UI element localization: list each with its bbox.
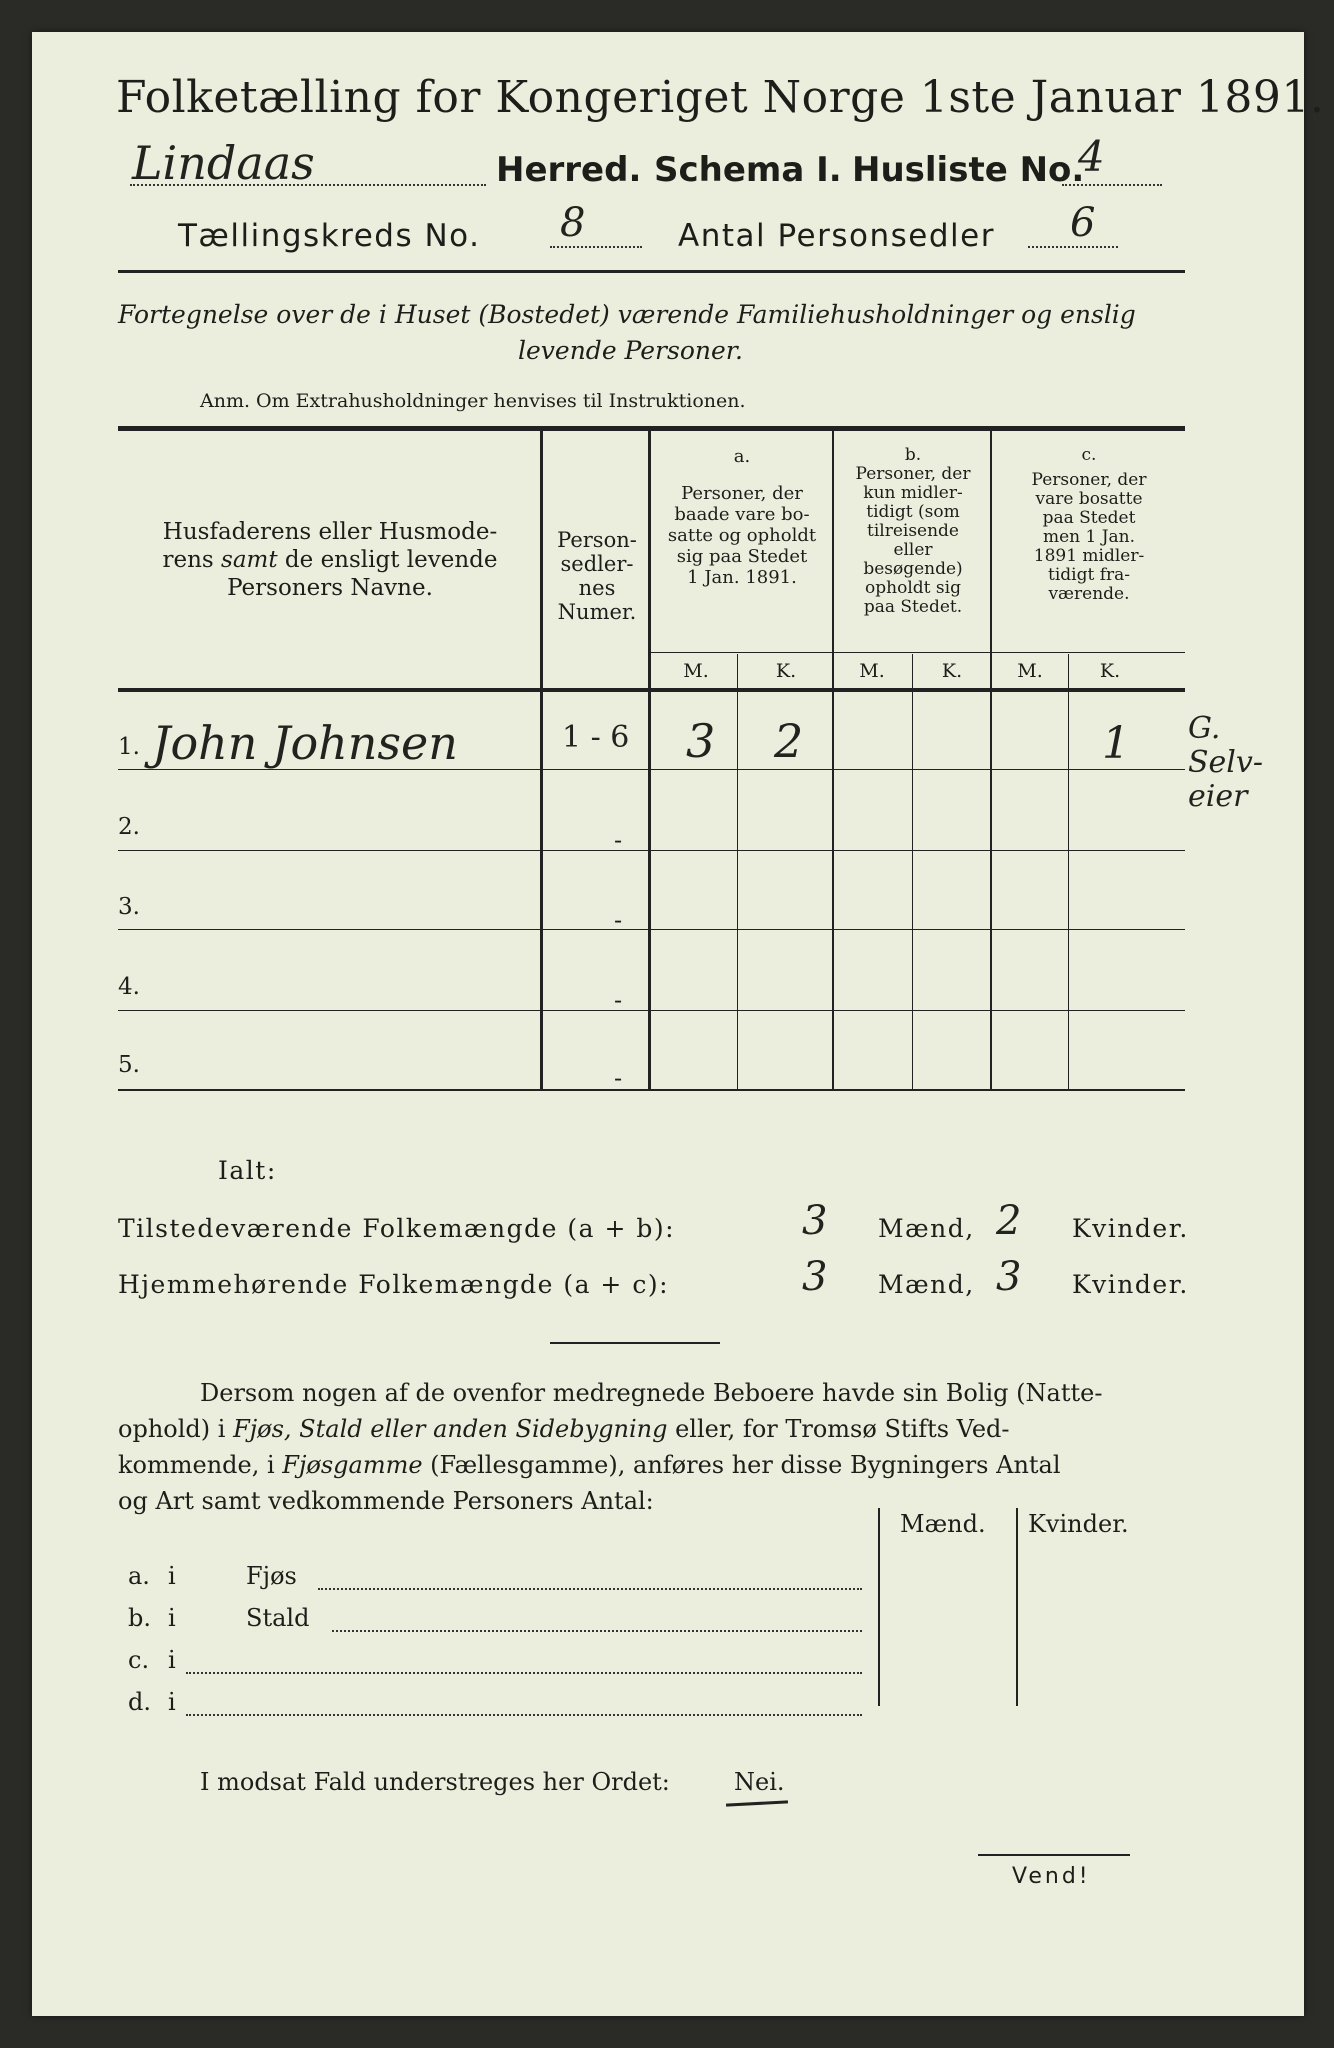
row-num-4: 4. — [118, 974, 140, 1000]
building-c-dotline — [186, 1672, 862, 1674]
hjemme-maend-label: Mænd, — [878, 1270, 975, 1299]
table-header-rule — [118, 688, 1185, 692]
antal-label: Antal Personsedler — [678, 218, 995, 254]
intro-line-2: levende Personer. — [518, 336, 743, 365]
row-num-1: 1. — [118, 734, 140, 760]
nei-word: Nei. — [734, 1768, 785, 1796]
vend-text: Vend! — [1012, 1864, 1091, 1889]
row-line-3 — [118, 929, 1185, 930]
mk-b-k: K. — [941, 660, 963, 682]
mk-c-m: M. — [1017, 660, 1043, 682]
vline-names — [540, 430, 543, 1090]
row-1-a-k: 2 — [774, 714, 804, 768]
buildings-maend-header: Mænd. — [900, 1510, 986, 1538]
row-4-numer: - — [614, 986, 623, 1014]
row-line-4 — [118, 1010, 1185, 1011]
paragraph-line-3: kommende, i Fjøsgamme (Fællesgamme), anføres her disse Bygningers Antal — [118, 1451, 1061, 1479]
paragraph-line-4: og Art samt vedkommende Personers Antal: — [118, 1487, 654, 1515]
margin-note: G. Selv-eier — [1188, 711, 1263, 814]
building-d-dotline — [186, 1714, 862, 1716]
tilstede-kvinder-value: 2 — [996, 1198, 1022, 1244]
husliste-dotline — [1062, 184, 1162, 186]
building-b-label: Stald — [246, 1604, 310, 1632]
row-num-5: 5. — [118, 1052, 140, 1078]
tilstede-label: Tilstedeværende Folkemængde (a + b): — [118, 1214, 676, 1243]
col-header-b: b. Personer, der kun midler- tidigt (som tilreisende eller besøgende) opholdt sig paa Stedet. — [855, 445, 971, 617]
buildings-vline-2 — [1016, 1508, 1018, 1706]
kreds-value: 8 — [560, 200, 586, 246]
building-b-dotline — [332, 1630, 862, 1632]
mk-a-k: K. — [775, 660, 797, 682]
vline-a-mk — [737, 654, 738, 1090]
row-3-numer: - — [614, 906, 623, 934]
row-line-2 — [118, 850, 1185, 851]
table-top-rule — [118, 426, 1185, 431]
row-5-numer: - — [614, 1064, 623, 1092]
mk-c-k: K. — [1099, 660, 1121, 682]
building-c-i: i — [168, 1646, 176, 1674]
row-1-c-k: 1 — [1102, 718, 1130, 769]
tilstede-maend-label: Mænd, — [878, 1214, 975, 1243]
herred-value: Lindaas — [132, 136, 315, 190]
row-num-2: 2. — [118, 814, 140, 840]
mk-a-m: M. — [683, 660, 709, 682]
building-d-letter: d. — [128, 1688, 151, 1716]
vline-numer — [648, 430, 651, 1090]
row-num-3: 3. — [118, 894, 140, 920]
mk-divider — [650, 652, 1185, 653]
mk-b-m: M. — [859, 660, 885, 682]
vline-b — [990, 430, 992, 1090]
paragraph-line-2: ophold) i Fjøs, Stald eller anden Sidebygning eller, for Tromsø Stifts Ved- — [118, 1415, 1010, 1443]
table-bottom-rule — [118, 1089, 1185, 1091]
building-d-i: i — [168, 1688, 176, 1716]
antal-dotline — [1028, 246, 1118, 248]
husliste-label: Husliste No. — [852, 150, 1085, 190]
vline-c-mk — [1068, 654, 1069, 1090]
building-a-label: Fjøs — [246, 1562, 297, 1590]
building-c-letter: c. — [128, 1646, 150, 1674]
col-header-numer: Person- sedler- nes Numer. — [557, 528, 637, 624]
row-1-numer: 1 - 6 — [562, 720, 630, 755]
building-a-i: i — [168, 1562, 176, 1590]
row-1-a-m: 3 — [686, 714, 716, 768]
herred-label: Herred. — [496, 150, 642, 190]
vline-b-mk — [912, 654, 913, 1090]
paragraph-line-1: Dersom nogen af de ovenfor medregnede Beboere havde sin Bolig (Natte- — [200, 1379, 1103, 1407]
section-divider — [550, 1342, 720, 1344]
anm-note: Anm. Om Extrahusholdninger henvises til Instruktionen. — [200, 390, 746, 412]
tilstede-kvinder-label: Kvinder. — [1072, 1214, 1189, 1243]
header-rule — [118, 270, 1185, 273]
hjemme-kvinder-value: 3 — [996, 1254, 1022, 1300]
col-header-c: c. Personer, der vare bosatte paa Stedet men 1 Jan. 1891 midler- tidigt fra- værende. — [1031, 445, 1147, 604]
kreds-dotline — [550, 246, 642, 248]
antal-value: 6 — [1070, 200, 1096, 246]
building-a-letter: a. — [128, 1562, 150, 1590]
row-1-name: John Johnsen — [152, 716, 458, 770]
census-form-sheet — [32, 32, 1325, 2016]
nei-underline — [726, 1800, 788, 1806]
building-a-dotline — [318, 1588, 862, 1590]
tilstede-maend-value: 3 — [802, 1198, 828, 1244]
col-header-names: Husfaderens eller Husmode- rens samt de ensligt levende Personers Navne. — [162, 519, 498, 601]
row-2-numer: - — [614, 826, 623, 854]
vline-a — [832, 430, 834, 1090]
hjemme-kvinder-label: Kvinder. — [1072, 1270, 1189, 1299]
hjemme-label: Hjemmehørende Folkemængde (a + c): — [118, 1270, 669, 1299]
building-b-letter: b. — [128, 1604, 151, 1632]
intro-line-1: Fortegnelse over de i Huset (Bostedet) værende Familiehusholdninger og enslig — [118, 300, 1136, 329]
herred-dotline — [130, 184, 486, 186]
modsat-text: I modsat Fald understreges her Ordet: — [200, 1768, 670, 1796]
schema-label: Schema I. — [654, 150, 842, 190]
buildings-kvinder-header: Kvinder. — [1028, 1510, 1129, 1538]
husliste-value: 4 — [1078, 132, 1105, 181]
col-header-a: a. Personer, der baade vare bo- satte og opholdt sig paa Stedet 1 Jan. 1891. — [667, 446, 817, 588]
buildings-vline-1 — [878, 1508, 880, 1706]
ialt-label: Ialt: — [218, 1156, 277, 1185]
vend-rule — [978, 1854, 1130, 1856]
hjemme-maend-value: 3 — [802, 1254, 828, 1300]
building-b-i: i — [168, 1604, 176, 1632]
form-title: Folketælling for Kongeriget Norge 1ste Januar 1891. — [116, 72, 1325, 123]
kreds-label: Tællingskreds No. — [178, 218, 481, 254]
